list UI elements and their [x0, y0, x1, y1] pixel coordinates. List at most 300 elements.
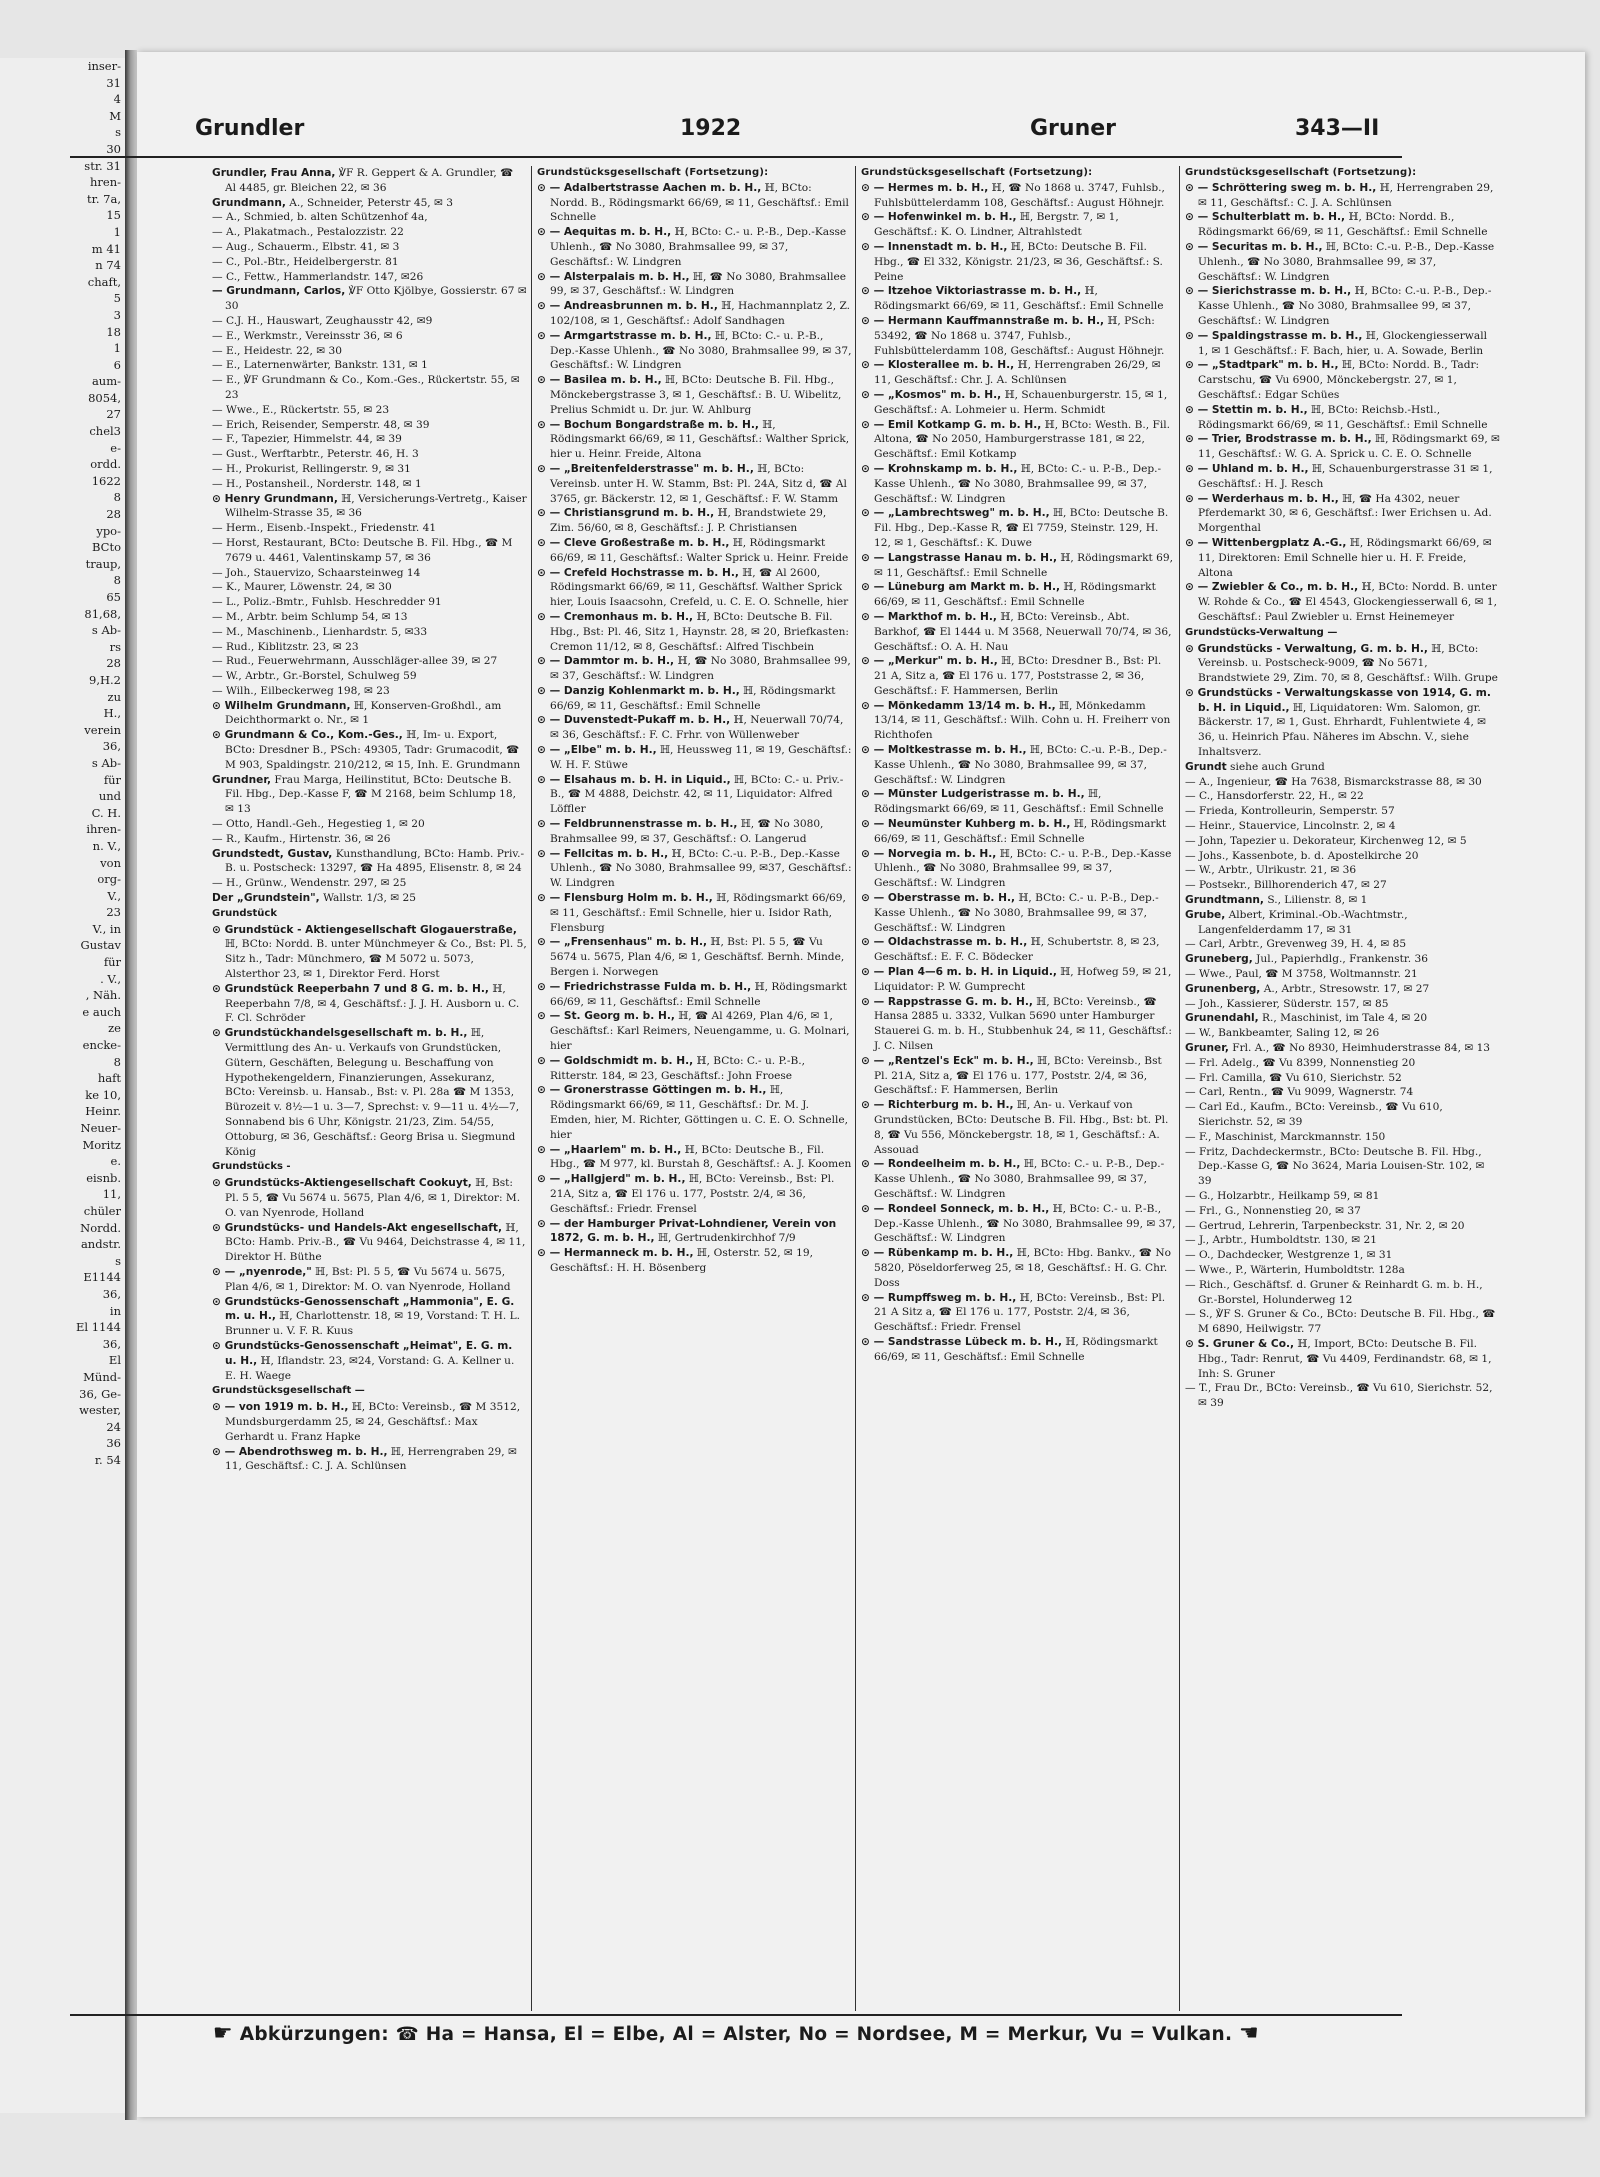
- entry-details: ℍ, BCto: Vereinsb., ☎ Hansa 2885 u. 3332, Vulkan 5690 unter Hamburger Stauerei G. m. b. H., Stubbenhuk 24, ✉ 11, Geschäftsf.: J. C. Nilsen: [874, 995, 1172, 1053]
- entry-name: ⊙ — Alsterpalais m. b. H.,: [537, 270, 690, 283]
- directory-entry: [537, 299, 852, 329]
- directory-entry: [212, 832, 527, 847]
- previous-page-fragment: [0, 58, 125, 2113]
- prev-page-fragment: 5: [113, 291, 121, 306]
- directory-column-3: [861, 166, 1176, 2021]
- entry-details: A., Schneider, Peterstr 45, ✉ 3: [285, 196, 454, 209]
- prev-page-fragment: wester,: [79, 1403, 121, 1418]
- prev-page-fragment: und: [98, 789, 121, 804]
- directory-entry: [212, 373, 527, 403]
- entry-details: — Frl. Camilla, ☎ Vu 610, Sierichstr. 52: [1185, 1071, 1402, 1084]
- directory-entry: [212, 625, 527, 640]
- entry-details: — F., Maschinist, Marckmannstr. 150: [1185, 1130, 1386, 1143]
- entry-details: ℍ, Vermittlung des An- u. Verkaufs von Grundstücken, Gütern, Geschäften, Belegung u. Beschaffung von Hypothekengeldern, Finanzierungen, Assekuranz, BCto: Vereinsb. u. Hansab., Bst: v. Pl. 28a ☎ M 1353, Bürozeit v. 8½—1 u. 3—7, Sprechst: v. 9—11 u. 4½—7, Sonnabend bis 6 Uhr, Königstr. 21/23, Zim. 54/55, Ottoburg, ✉ 36, Geschäftsf.: Georg Brisa u. Siegmund König: [225, 1027, 520, 1158]
- directory-entry: [1185, 358, 1500, 402]
- prev-page-fragment: chüler: [83, 1203, 121, 1218]
- entry-details: — Rich., Geschäftsf. d. Gruner & Reinhardt G. m. b. H., Gr.-Borstel, Holunderweg 12: [1185, 1278, 1483, 1306]
- entry-name: ⊙ — „Elbe" m. b. H.,: [537, 744, 657, 757]
- prev-page-fragment: 30: [106, 141, 121, 156]
- entry-details: ℍ, Rödingsmarkt 66/69, ✉ 11, Geschäftsf.: Emil Schnelle: [874, 581, 1156, 609]
- entry-details: — Aug., Schauerm., Elbstr. 41, ✉ 3: [212, 240, 400, 253]
- directory-entry: [861, 743, 1176, 787]
- entry-details: — Johs., Kassenbote, b. d. Apostelkirche 20: [1185, 849, 1419, 862]
- prev-page-fragment: BCto: [91, 540, 121, 555]
- entry-details: ℍ, BCto: Vereinsb. u. Postscheck-9009, ☎ No 5671, Brandstwiete 29, Zim. 70, ✉ 8, Geschäftsf.: Wilh. Grupe: [1198, 642, 1498, 685]
- entry-details: S., Lilienstr. 8, ✉ 1: [1263, 894, 1368, 907]
- entry-name: ⊙ — Gronerstrasse Göttingen m. b. H.,: [537, 1084, 767, 1097]
- entry-details: ℍ, Bst: Pl. 5 5, ☎ Vu 5674 u. 5675, Plan 4/6, ✉ 1, Direktor: M. O. van Nyenrode, Holland: [225, 1177, 521, 1219]
- prev-page-fragment: ze: [108, 1021, 121, 1036]
- prev-page-fragment: traup,: [85, 556, 121, 571]
- entry-name: ⊙ — Duvenstedt-Pukaff m. b. H.,: [537, 714, 731, 727]
- entry-name: ⊙ — Richterburg m. b. H.,: [861, 1099, 1014, 1112]
- entry-details: — A., Schmied, b. alten Schützenhof 4a,: [212, 211, 428, 224]
- entry-name: Grundt: [1185, 760, 1227, 773]
- directory-entry: [1185, 775, 1500, 790]
- directory-entry: [861, 935, 1176, 965]
- directory-entry: [537, 610, 852, 654]
- directory-entry: [1185, 1026, 1500, 1041]
- entry-name: ⊙ — Plan 4—6 m. b. H. in Liquid.,: [861, 966, 1057, 979]
- entry-details: ℍ, Rödingsmarkt 66/69, ✉ 11, Geschäftsf.: Walter Sprick u. Heinr. Freide: [550, 536, 849, 564]
- entry-details: R., Maschinist, im Tale 4, ✉ 20: [1258, 1012, 1428, 1025]
- directory-entry: [1185, 1219, 1500, 1234]
- directory-entry: [861, 418, 1176, 462]
- entry-details: — Horst, Restaurant, BCto: Deutsche B. Fil. Hbg., ☎ M 7679 u. 4461, Valentinskamp 57, ✉ 36: [212, 536, 513, 564]
- prev-page-fragment: 6: [113, 357, 121, 372]
- directory-entry: [1185, 1263, 1500, 1278]
- entry-name: ⊙ Grundstücks-Genossenschaft „Hammonia", E. G. m. u. H.,: [212, 1295, 515, 1323]
- entry-details: ℍ, Iflandstr. 23, ✉24, Vorstand: G. A. Kellner u. E. H. Waege: [225, 1354, 515, 1382]
- directory-entry: [1185, 403, 1500, 433]
- prev-page-fragment: 15: [106, 208, 121, 223]
- entry-details: — Carl Ed., Kaufm., BCto: Vereinsb., ☎ Vu 610, Sierichstr. 52, ✉ 39: [1185, 1101, 1443, 1128]
- entry-details: ℍ, BCto: Nordd. B., Rödingsmarkt 66/69, ✉ 11, Geschäftsf.: Emil Schnelle: [1198, 211, 1488, 239]
- entry-name: ⊙ — von 1919 m. b. H.,: [212, 1401, 349, 1414]
- directory-entry: [212, 358, 527, 373]
- abbreviations-footer: [70, 2021, 1402, 2046]
- entry-details: ℍ, ☎ Ha 4302, neuer Pferdemarkt 30, ✉ 6, Geschäftsf.: Iwer Erichsen u. Ad. Morgenthal: [1198, 492, 1492, 535]
- directory-entry: [212, 923, 527, 982]
- directory-entry: [861, 817, 1176, 847]
- directory-entry: [861, 965, 1176, 995]
- directory-entry: [537, 566, 852, 610]
- entry-name: ⊙ Grundstücks-Genossenschaft „Heimat", E. G. m. u. H.,: [212, 1339, 513, 1367]
- prev-page-fragment: 36, Ge-: [79, 1386, 121, 1401]
- prev-page-fragment: 1: [113, 224, 121, 239]
- prev-page-fragment: von: [100, 855, 121, 870]
- continuation-heading: Grundstücksgesellschaft (Fortsetzung):: [861, 167, 1093, 178]
- entry-name: ⊙ Grundmann & Co., Kom.-Ges.,: [212, 729, 403, 742]
- directory-entry: [861, 891, 1176, 935]
- pointing-hand-icon: ☚: [1239, 2021, 1260, 2046]
- directory-entry: [537, 891, 852, 935]
- directory-entry: [1185, 804, 1500, 819]
- entry-details: — C., Hansdorferstr. 22, H., ✉ 22: [1185, 790, 1364, 803]
- directory-entry: [861, 699, 1176, 743]
- entry-details: — C., Fettw., Hammerlandstr. 147, ✉26: [212, 270, 424, 283]
- directory-entry: [1185, 1337, 1500, 1381]
- entry-details: — S., ℣F S. Gruner & Co., BCto: Deutsche B. Fil. Hbg., ☎ M 6890, Heilwigstr. 77: [1185, 1308, 1496, 1336]
- directory-entry: [1185, 462, 1500, 492]
- directory-entry: [1185, 982, 1500, 997]
- prev-page-fragment: ypo-: [96, 523, 121, 538]
- directory-entry: [212, 521, 527, 536]
- prev-page-fragment: , Näh.: [85, 988, 121, 1003]
- entry-name: ⊙ — Trier, Brodstrasse m. b. H.,: [1185, 433, 1372, 446]
- entry-details: ℍ, Schubertstr. 8, ✉ 23, Geschäftsf.: E. F. C. Bödecker: [874, 936, 1160, 964]
- entry-name: ⊙ — „Lambrechtsweg" m. b. H.,: [861, 507, 1050, 520]
- entry-details: — Frieda, Kontrolleurin, Semperstr. 57: [1185, 805, 1395, 818]
- entry-name: ⊙ — St. Georg m. b. H.,: [537, 1010, 675, 1023]
- entry-name: ⊙ — Neumünster Kuhberg m. b. H.,: [861, 818, 1071, 831]
- directory-entry: [212, 447, 527, 462]
- entry-details: ℍ, Bst: Pl. 5 5, ☎ Vu 5674 u. 5675, Plan 4/6, ✉ 1, Geschäftsf. Bernh. Minde, Bergen i. Norwegen: [550, 936, 845, 979]
- entry-details: ℍ, Rödingsmarkt 66/69, ✉ 11, Geschäftsf.: Emil Schnelle: [874, 818, 1167, 845]
- directory-entry: [537, 654, 852, 684]
- entry-details: ℍ, An- u. Verkauf von Grundstücken, BCto: Deutsche B. Fil. Hbg., Bst: bt. Pl. 8, ☎ Vu 556, Mönckebergstr. 18, ✉ 1, Geschäftsf.: A. Assouad: [874, 1099, 1169, 1156]
- directory-entry: [537, 1217, 852, 1247]
- section-subheading: Grundstücks-Verwaltung —: [1185, 626, 1338, 638]
- entry-details: — K., Maurer, Löwenstr. 24, ✉ 30: [212, 581, 392, 594]
- entry-name: Grundmann,: [212, 196, 286, 209]
- entry-details: ℍ, BCto: C.- u. P.-B., Dep.-Kasse Uhlenh., ☎ No 3080, Brahmsallee 99, ✉ 37, Geschäftsf.: W. Lindgren: [874, 462, 1162, 505]
- entry-name: ⊙ — Rübenkamp m. b. H.,: [861, 1247, 1014, 1260]
- entry-details: ℍ, BCto: C.- u. Priv.-B., ☎ M 4888, Deichstr. 42, ✉ 11, Liquidator: Alfred Löffler: [550, 773, 844, 816]
- footer-rule: [70, 2014, 1402, 2016]
- prev-page-fragment: s Ab-: [91, 755, 121, 770]
- entry-name: ⊙ — Elsahaus m. b. H. in Liquid.,: [537, 773, 731, 786]
- directory-entry: [1185, 908, 1500, 938]
- prev-page-fragment: verein: [84, 722, 121, 737]
- directory-entry: [1185, 893, 1500, 908]
- entry-name: ⊙ — Markthof m. b. H.,: [861, 610, 997, 623]
- book-gutter: [125, 50, 137, 2120]
- entry-name: — Grundmann, Carlos,: [212, 285, 346, 298]
- directory-entry: [537, 536, 852, 566]
- entry-details: — C.J. H., Hauswart, Zeughausstr 42, ✉9: [212, 314, 433, 327]
- entry-name: ⊙ — Münster Ludgeristrasse m. b. H.,: [861, 788, 1085, 801]
- entry-details: — H., Postansheil., Norderstr. 148, ✉ 1: [212, 477, 422, 490]
- entry-details: ℍ, BCto: Deutsche B., Fil. Hbg., ☎ M 977, kl. Burstah 8, Geschäftsf.: A. J. Koomen: [550, 1143, 852, 1171]
- prev-page-fragment: 28: [106, 507, 121, 522]
- entry-details: ℍ, Bst: Pl. 5 5, ☎ Vu 5674 u. 5675, Plan 4/6, ✉ 1, Direktor: M. O. van Nyenrode, Holland: [225, 1265, 511, 1293]
- entry-details: — A., Ingenieur, ☎ Ha 7638, Bismarckstrasse 88, ✉ 30: [1185, 775, 1482, 788]
- entry-details: ℍ, BCto: Hamb. Priv.-B., ☎ Vu 9464, Deichstrasse 4, ✉ 11, Direktor H. Büthe: [225, 1221, 526, 1264]
- directory-entry: [1185, 849, 1500, 864]
- entry-name: ⊙ — „Merkur" m. b. H.,: [861, 655, 998, 668]
- entry-details: — E., ℣F Grundmann & Co., Kom.-Ges., Rückertstr. 55, ✉ 23: [212, 374, 520, 401]
- entry-details: ℍ, BCto: C.- u. P.-B., Dep.-Kasse Uhlenh., ☎ No 3080, Brahmsallee 99, ✉ 37, Geschäftsf.: W. Lindgren: [874, 1202, 1176, 1245]
- entry-name: ⊙ — Uhland m. b. H.,: [1185, 462, 1309, 475]
- prev-page-fragment: ke 10,: [85, 1087, 121, 1102]
- header-year: 1922: [680, 116, 742, 141]
- entry-name: ⊙ — Oldachstrasse m. b. H.,: [861, 936, 1028, 949]
- entry-name: Grunenberg,: [1185, 982, 1261, 995]
- prev-page-fragment: Gustav: [80, 938, 121, 953]
- prev-page-fragment: Neuer-: [80, 1121, 121, 1135]
- prev-page-fragment: tr. 7a,: [87, 191, 121, 206]
- entry-name: ⊙ Grundstücks - Verwaltungskasse von 1914, G. m. b. H. in Liquid.,: [1185, 686, 1491, 714]
- directory-entry: [212, 210, 527, 225]
- prev-page-fragment: 65: [106, 590, 121, 604]
- directory-entry: [1185, 284, 1500, 328]
- entry-details: ℍ, Charlottenstr. 18, ✉ 19, Vorstand: T. H. L. Brunner u. V. F. R. Kuus: [225, 1310, 521, 1338]
- entry-details: ℍ, BCto: Vereinsb. unter H. W. Stamm, Bst: Pl. 24A, Sitz d, ☎ Al 3765, gr. Bäckerstr. 12, ✉ 1, Geschäftsf.: F. W. Stamm: [550, 462, 847, 505]
- prev-page-fragment: El 1144: [76, 1320, 121, 1335]
- entry-name: Grundner,: [212, 773, 272, 786]
- directory-entry: [861, 551, 1176, 581]
- entry-details: — E., Laternenwärter, Bankstr. 131, ✉ 1: [212, 359, 428, 372]
- entry-details: — Gertrud, Lehrerin, Tarpenbeckstr. 31, Nr. 2, ✉ 20: [1185, 1219, 1465, 1232]
- entry-details: ℍ, BCto: Deutsche B. Fil. Hbg., ☎ El 332, Königstr. 21/23, ✉ 36, Geschäftsf.: S. Peine: [874, 240, 1163, 283]
- directory-entry: [861, 1291, 1176, 1335]
- header-rule: [70, 156, 1402, 158]
- directory-entry: [1185, 432, 1500, 462]
- entry-details: ℍ, BCto: Vereinsb., Abt. Barkhof, ☎ El 1444 u. M 3568, Neuerwall 70/74, ✉ 36, Geschäftsf.: O. A. H. Nau: [874, 610, 1172, 653]
- directory-entry: [1185, 937, 1500, 952]
- entry-name: ⊙ — Moltkestrasse m. b. H.,: [861, 744, 1027, 757]
- entry-name: ⊙ — Goldschmidt m. b. H.,: [537, 1054, 694, 1067]
- entry-name: ⊙ — Zwiebler & Co., m. b. H.,: [1185, 581, 1359, 594]
- entry-details: — John, Tapezier u. Dekorateur, Kirchenweg 12, ✉ 5: [1185, 834, 1467, 847]
- entry-name: ⊙ — Rappstrasse G. m. b. H.,: [861, 995, 1033, 1008]
- prev-page-fragment: encke-: [82, 1038, 121, 1053]
- entry-name: ⊙ — Fellcitas m. b. H.,: [537, 847, 669, 860]
- entry-details: ℍ, Rödingsmarkt 66/69, ✉ 11, Geschäftsf.: Dr. M. J. Emden, hier, M. Richter, Göttingen u. C. E. O. Schnelle, hier: [550, 1084, 848, 1141]
- directory-entry: [1185, 878, 1500, 893]
- directory-entry: [212, 640, 527, 655]
- entry-details: ℍ, Brandstwiete 29, Zim. 56/60, ✉ 8, Geschäftsf.: J. P. Christiansen: [550, 507, 827, 535]
- entry-details: — W., Arbtr., Gr.-Borstel, Schulweg 59: [212, 670, 417, 683]
- prev-page-fragment: e auch: [82, 1004, 121, 1019]
- entry-details: ℍ, BCto: C.- u. P.-B., Dep.-Kasse Uhlenh., ☎ No 3080, Brahmsallee 99, ✉ 37, Geschäftsf.: W. Lindgren: [550, 329, 852, 372]
- directory-entry: [537, 684, 852, 714]
- entry-name: ⊙ — Emil Kotkamp G. m. b. H.,: [861, 418, 1042, 431]
- prev-page-fragment: e-: [110, 440, 121, 455]
- entry-details: ℍ, BCto: Vereinsb., ☎ M 3512, Mundsburgerdamm 25, ✉ 24, Geschäftsf.: Max Gerhardt u. Franz Hapke: [225, 1401, 521, 1443]
- directory-entry: [212, 728, 527, 772]
- entry-details: — Erich, Reisender, Semperstr. 48, ✉ 39: [212, 418, 430, 431]
- entry-name: ⊙ — Friedrichstrasse Fulda m. b. H.,: [537, 980, 752, 993]
- directory-entry: [537, 225, 852, 269]
- prev-page-fragment: 3: [113, 307, 121, 322]
- entry-details: — Postsekr., Billhorenderich 47, ✉ 27: [1185, 879, 1387, 892]
- entry-name: ⊙ — Feldbrunnenstrasse m. b. H.,: [537, 818, 738, 831]
- prev-page-fragment: s: [115, 1253, 121, 1268]
- entry-details: ℍ, ☎ Al 4269, Plan 4/6, ✉ 1, Geschäftsf.: Karl Reimers, Neuengamme, u. G. Molnari, hier: [550, 1010, 850, 1053]
- entry-details: — Rud., Feuerwehrmann, Ausschläger-allee 39, ✉ 27: [212, 655, 498, 668]
- entry-details: ℍ, Rödingsmarkt 66/69, ✉ 11, Direktoren: Emil Schnelle hier u. H. F. Freide, Altona: [1198, 536, 1492, 579]
- directory-entry: [212, 196, 527, 211]
- entry-details: — T., Frau Dr., BCto: Vereinsb., ☎ Vu 610, Sierichstr. 52, ✉ 39: [1185, 1382, 1493, 1410]
- header-right-keyword: Gruner: [1030, 116, 1117, 141]
- entry-details: ℍ, BCto: Dresdner B., Bst: Pl. 21 A, Sitz a, ☎ El 176 u. 177, Poststrasse 2, ✉ 36, Geschäftsf.: F. Hammersen, Berlin: [874, 655, 1162, 697]
- entry-name: ⊙ — Flensburg Holm m. b. H.,: [537, 892, 713, 905]
- entry-name: Gruneberg,: [1185, 953, 1253, 966]
- directory-entry: [861, 240, 1176, 284]
- entry-name: ⊙ — Mönkedamm 13/14 m. b. H.,: [861, 699, 1056, 712]
- directory-entry: [861, 284, 1176, 314]
- directory-entry: [212, 891, 527, 906]
- prev-page-fragment: e.: [110, 1154, 121, 1169]
- prev-page-fragment: für: [103, 955, 121, 970]
- entry-name: Gruner,: [1185, 1042, 1229, 1055]
- entry-name: ⊙ Grundstücks- und Handels-Akt engesellschaft,: [212, 1221, 503, 1234]
- entry-details: — Carl, Arbtr., Grevenweg 39, H. 4, ✉ 85: [1185, 938, 1407, 951]
- directory-entry: [861, 847, 1176, 891]
- entry-details: ℍ, Reeperbahn 7/8, ✉ 4, Geschäftsf.: J. J. H. Ausborn u. C. F. Cl. Schröder: [225, 982, 520, 1025]
- prev-page-fragment: in: [109, 1303, 121, 1318]
- directory-entry: [537, 462, 852, 506]
- prev-page-fragment: H.,: [103, 706, 121, 721]
- entry-name: ⊙ Grundstückhandelsgesellschaft m. b. H.,: [212, 1027, 468, 1040]
- directory-entry: [212, 669, 527, 684]
- prev-page-fragment: El: [108, 1353, 121, 1368]
- entry-details: ℍ, Konserven-Großhdl., am Deichthormarkt o. Nr., ✉ 1: [225, 699, 502, 727]
- directory-column-1: [212, 166, 527, 2021]
- directory-entry: [1185, 819, 1500, 834]
- directory-entry: [212, 418, 527, 433]
- directory-entry: [212, 1295, 527, 1339]
- directory-entry: [861, 995, 1176, 1054]
- directory-entry: [537, 1246, 852, 1276]
- entry-details: ℍ, ☎ Al 2600, Rödingsmarkt 66/69, ✉ 11, Geschäftsf. Walther Sprick hier, Louis Isaacsohn, Crefeld, u. C. E. O. Schnelle, hier: [550, 566, 849, 609]
- entry-details: ℍ, BCto: C.- u. P.-B., Dep.-Kasse Uhlenh., ☎ No 3080, Brahmsallee 99, ✉ 37, Geschäftsf.: W. Lindgren: [874, 892, 1159, 934]
- directory-entry: [1185, 1204, 1500, 1219]
- directory-entry: [1185, 997, 1500, 1012]
- header-left-keyword: Grundler: [195, 116, 305, 141]
- entry-details: ℍ, BCto: C.-u. P.-B., Dep.-Kasse Uhlenh., ☎ No 3080, Brahmsallee 99, ✉37, Geschäftsf.: W. Lindgren: [550, 847, 852, 890]
- directory-entry: [212, 595, 527, 610]
- prev-page-fragment: Münd-: [83, 1369, 121, 1384]
- entry-details: ℍ, BCto: C.-u. P.-B., Dep.-Kasse Uhlenh., ☎ No 3080, Brahmsallee 99, ✉ 37, Geschäftsf.: W. Lindgren: [1198, 285, 1492, 327]
- directory-entry: [212, 1339, 527, 1383]
- entry-details: ℍ, BCto: C.- u. P.-B., Ritterstr. 184, ✉ 23, Geschäftsf.: John Froese: [550, 1054, 805, 1082]
- directory-entry: [1185, 240, 1500, 284]
- entry-details: — Fritz, Dachdeckermstr., BCto: Deutsche B. Fil. Hbg., Dep.-Kasse G, ☎ No 3624, Maria Louisen-Str. 102, ✉ 39: [1185, 1145, 1485, 1188]
- entry-name: ⊙ — Abendrothsweg m. b. H.,: [212, 1445, 388, 1458]
- entry-details: — C., Pol.-Btr., Heidelbergerstr. 81: [212, 255, 399, 268]
- entry-details: ℍ, Versicherungs-Vertretg., Kaiser Wilhelm-Strasse 35, ✉ 36: [225, 492, 527, 520]
- entry-name: ⊙ — „Haarlem" m. b. H.,: [537, 1143, 682, 1156]
- entry-details: — O., Dachdecker, Westgrenze 1, ✉ 31: [1185, 1249, 1393, 1262]
- entry-name: ⊙ — Rondeelheim m. b. H.,: [861, 1158, 1021, 1171]
- prev-page-fragment: M: [109, 108, 121, 123]
- entry-details: — Joh., Stauervizo, Schaarsteinweg 14: [212, 566, 421, 579]
- directory-entry: [212, 225, 527, 240]
- entry-details: — Wwe., Paul, ☎ M 3758, Woltmannstr. 21: [1185, 968, 1418, 981]
- entry-details: — H., Grünw., Wendenstr. 297, ✉ 25: [212, 877, 407, 890]
- entry-name: ⊙ — Schröttering sweg m. b. H.,: [1185, 181, 1377, 194]
- directory-column-4: [1185, 166, 1500, 2021]
- directory-entry: [1185, 1248, 1500, 1263]
- directory-entry: [1185, 686, 1500, 760]
- directory-entry: [861, 314, 1176, 358]
- directory-entry: [212, 314, 527, 329]
- prev-page-fragment: 8054,: [88, 390, 121, 405]
- directory-entry: [537, 181, 852, 225]
- prev-page-fragment: zu: [107, 689, 121, 704]
- entry-details: — A., Plakatmach., Pestalozzistr. 22: [212, 226, 404, 239]
- abbreviations-text: Abkürzungen: ☎ Ha = Hansa, El = Elbe, Al = Alster, No = Nordsee, M = Merkur, Vu = Vulkan.: [239, 2024, 1233, 2045]
- directory-entry: [537, 935, 852, 979]
- entry-details: ℍ, Import, BCto: Deutsche B. Fil. Hbg., Tadr: Renrut, ☎ Vu 4409, Ferdinandstr. 68, ✉ 1, Inh: S. Gruner: [1198, 1337, 1492, 1380]
- directory-entry: [537, 1009, 852, 1053]
- directory-entry: [212, 1445, 527, 1475]
- entry-details: ℍ, BCto: C.- u. P.-B., Dep.-Kasse Uhlenh., ☎ No 3080, Brahmsallee 99, ✉ 37, Geschäftsf.: W. Lindgren: [874, 847, 1172, 890]
- prev-page-fragment: chel3: [89, 424, 121, 439]
- entry-name: ⊙ — Wittenbergplatz A.-G.,: [1185, 536, 1347, 549]
- entry-name: ⊙ — „Stadtpark" m. b. H.,: [1185, 359, 1339, 372]
- entry-name: Grunendahl,: [1185, 1012, 1259, 1025]
- entry-name: ⊙ — Rumpffsweg m. b. H.,: [861, 1291, 1017, 1304]
- entry-details: ℍ, Rödingsmarkt 66/69, ✉ 11, Geschäftsf.: Emil Schnelle: [874, 1335, 1158, 1363]
- directory-entry: [212, 817, 527, 832]
- entry-details: — Joh., Kassierer, Süderstr. 157, ✉ 85: [1185, 997, 1389, 1010]
- prev-page-fragment: eisnb.: [86, 1170, 121, 1185]
- entry-details: ℍ, Osterstr. 52, ✉ 19, Geschäftsf.: H. H. Bösenberg: [550, 1247, 814, 1274]
- prev-page-fragment: 27: [106, 407, 121, 422]
- entry-details: ℍ, Mönkedamm 13/14, ✉ 11, Geschäftsf.: Wilh. Cohn u. H. Freiherr von Richthofen: [874, 699, 1171, 742]
- directory-entry: [537, 418, 852, 462]
- directory-entry: [212, 329, 527, 344]
- entry-name: ⊙ — Dammtor m. b. H.,: [537, 655, 675, 668]
- entry-details: ℍ, BCto: Nordd. B., Rödingsmarkt 66/69, ✉ 11, Geschäftsf.: Emil Schnelle: [550, 181, 849, 224]
- prev-page-fragment: 36,: [102, 1336, 121, 1351]
- directory-entry: [1185, 1056, 1500, 1071]
- directory-entry: [1185, 863, 1500, 878]
- directory-entry: [212, 166, 527, 196]
- directory-entry: [212, 580, 527, 595]
- entry-details: — Wwe., P., Wärterin, Humboldtstr. 128a: [1185, 1263, 1405, 1276]
- prev-page-fragment: 36,: [102, 739, 121, 754]
- entry-details: ℣F Otto Kjölbye, Gossierstr. 67 ✉ 30: [225, 285, 527, 313]
- continuation-heading: Grundstücksgesellschaft (Fortsetzung):: [1185, 167, 1417, 178]
- prev-page-fragment: für: [103, 772, 121, 787]
- directory-entry: [212, 492, 527, 522]
- entry-name: ⊙ — Aequitas m. b. H.,: [537, 226, 672, 239]
- entry-name: ⊙ — Sierichstrasse m. b. H.,: [1185, 285, 1352, 298]
- column-divider: [1179, 166, 1180, 2011]
- directory-entry: [1185, 181, 1500, 211]
- directory-entry: [212, 773, 527, 817]
- directory-entry: [861, 1054, 1176, 1098]
- directory-entry: [1185, 329, 1500, 359]
- section-subheading: Grundstück: [212, 907, 277, 919]
- entry-details: ℍ, Schauenburgerstrasse 31 ✉ 1, Geschäftsf.: H. J. Resch: [1198, 462, 1493, 490]
- directory-entry: [212, 1400, 527, 1444]
- entry-details: — Wilh., Eilbeckerweg 198, ✉ 23: [212, 684, 390, 697]
- entry-name: ⊙ — Rondeel Sonneck, m. b. H.,: [861, 1202, 1050, 1215]
- entry-name: ⊙ — „Frensenhaus" m. b. H.,: [537, 936, 708, 949]
- directory-entry: [1185, 834, 1500, 849]
- prev-page-fragment: str. 31: [84, 158, 121, 173]
- entry-details: ℍ, PSch: 53492, ☎ No 1868 u. 3747, Fuhlsb., Fuhlsbüttelerdamm 108, Geschäftsf.: August Höhnejr.: [874, 314, 1165, 357]
- entry-details: ℍ, ☎ No 3080, Brahmsallee 99, ✉ 37, Geschäftsf.: W. Lindgren: [550, 270, 847, 298]
- entry-details: — R., Kaufm., Hirtenstr. 36, ✉ 26: [212, 832, 391, 845]
- directory-entry: [537, 743, 852, 773]
- prev-page-fragment: Nordd.: [80, 1220, 121, 1235]
- prev-page-fragment: chaft,: [87, 274, 121, 289]
- page-header: [70, 116, 1402, 156]
- entry-name: ⊙ — Christiansgrund m. b. H.,: [537, 507, 715, 520]
- directory-column-2: [537, 166, 852, 2021]
- entry-details: ℍ, Rödingsmarkt 66/69, ✉ 11, Geschäftsf.: Emil Schnelle: [550, 980, 847, 1008]
- entry-details: — Frl. Adelg., ☎ Vu 8399, Nonnenstieg 20: [1185, 1056, 1416, 1069]
- directory-entry: [1185, 1130, 1500, 1145]
- directory-entry: [537, 817, 852, 847]
